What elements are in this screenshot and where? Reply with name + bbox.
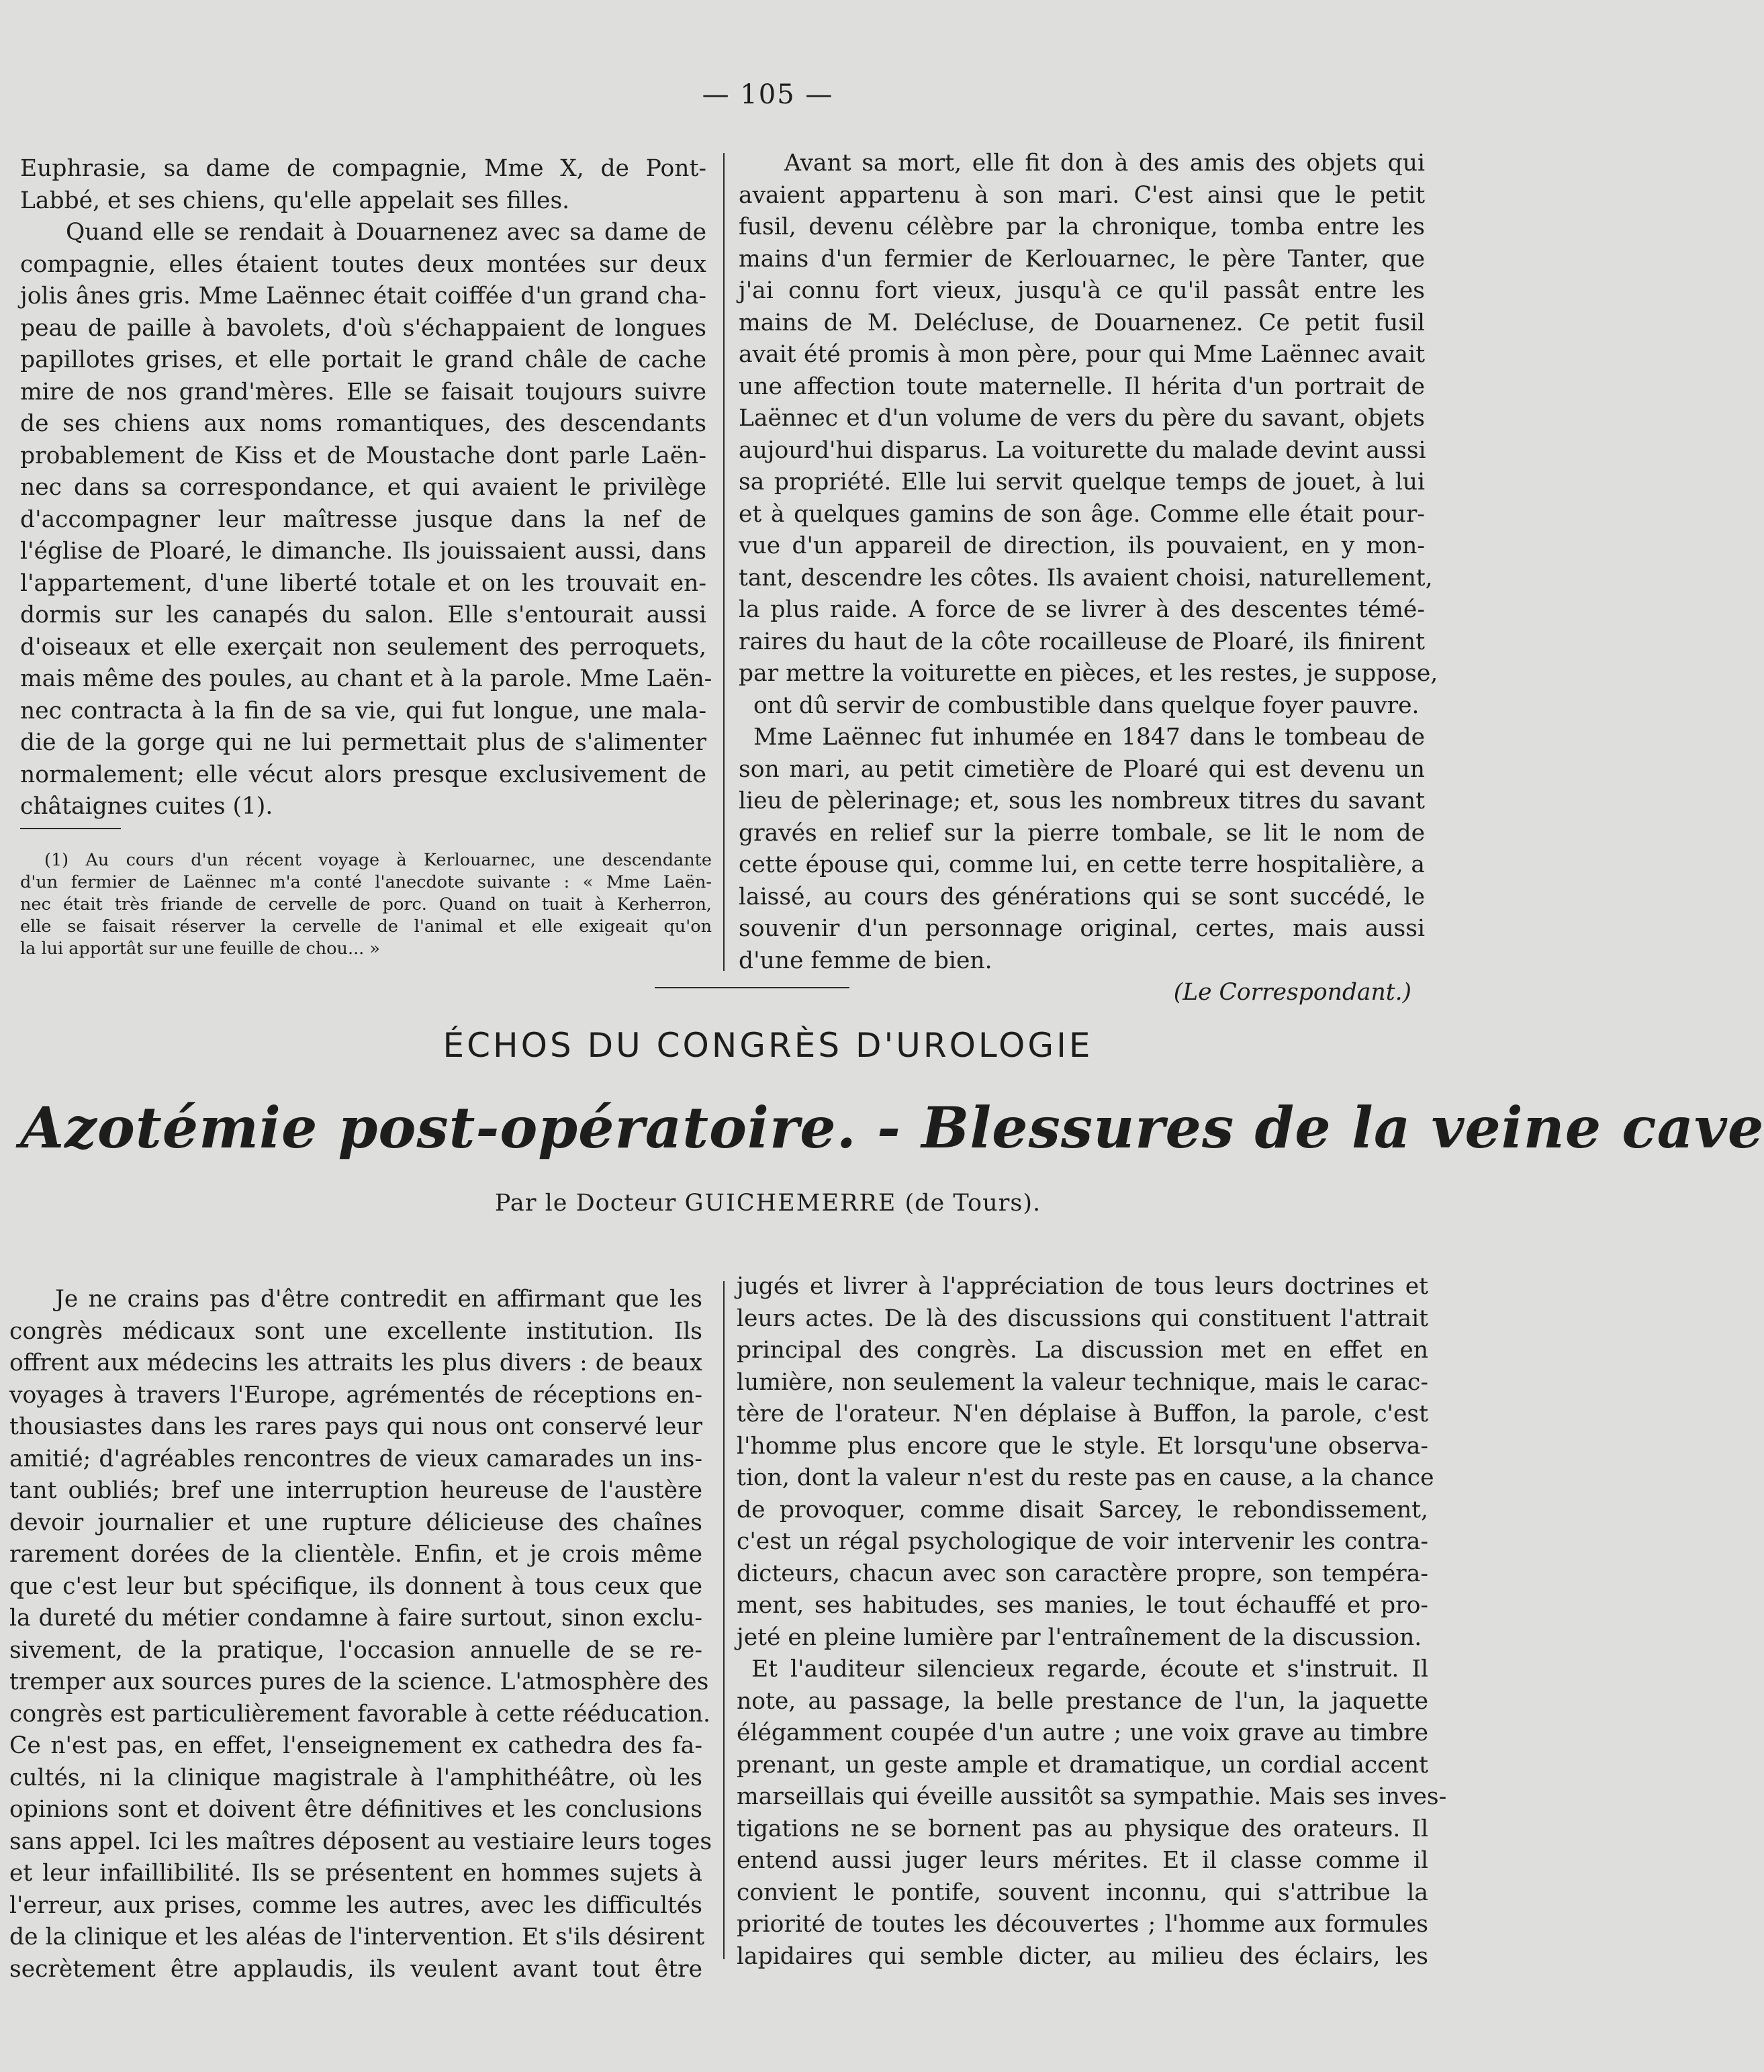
source-attribution: (Le Correspondant.)	[1173, 979, 1411, 1006]
text-line: et leur infaillibilité. Ils se présentent en hommes sujets à	[9, 1860, 702, 1887]
text-line: que c'est leur but spécifique, ils donnent à tous ceux que	[9, 1572, 702, 1600]
text-line: ment, ses habitudes, ses manies, le tout échauffé et pro-	[737, 1592, 1428, 1619]
byline	[0, 1190, 1536, 1217]
text-line: ont dû servir de combustible dans quelque foyer pauvre.	[753, 692, 1420, 719]
text-line: tant oubliés; bref une interruption heureuse de l'austère	[9, 1477, 702, 1504]
text-line: lumière, non seulement la valeur technique, mais le carac-	[737, 1368, 1428, 1396]
column-divider-bottom	[723, 1281, 725, 1959]
text-line: tant, descendre les côtes. Ils avaient choisi, naturellement,	[739, 564, 1433, 592]
section-separator-rule	[655, 987, 849, 988]
text-line: de provoquer, comme disait Sarcey, le rebondissement,	[737, 1496, 1428, 1523]
top-left-column	[20, 153, 712, 823]
text-line: convient le pontife, souvent inconnu, qui s'attribue la	[737, 1879, 1428, 1906]
text-line: tigations ne se bornent pas au physique des orateurs. Il	[737, 1815, 1428, 1842]
footnote-line: elle se faisait réserver la cervelle de l'animal et elle exigeait qu'on	[20, 916, 712, 937]
text-line: tremper aux sources pures de la science. L'atmosphère des	[9, 1668, 709, 1695]
text-line: dicteurs, chacun avec son caractère propre, son tempéra-	[737, 1560, 1428, 1587]
text-line: mains de M. Delécluse, de Douarnenez. Ce petit fusil	[739, 309, 1425, 336]
text-line: de ses chiens aux noms romantiques, des descendants	[20, 410, 706, 437]
text-line: cette épouse qui, comme lui, en cette terre hospitalière, a	[739, 851, 1425, 878]
bottom-left-column	[9, 1284, 712, 1985]
text-line: châtaignes cuites (1).	[20, 793, 273, 820]
text-line: entend aussi juger leurs mérites. Et il classe comme il	[737, 1847, 1428, 1874]
text-line: amitié; d'agréables rencontres de vieux camarades un ins-	[9, 1445, 702, 1472]
text-line: congrès est particulièrement favorable à cette rééducation.	[9, 1700, 711, 1728]
text-line: normalement; elle vécut alors presque exclusivement de	[20, 761, 706, 788]
text-line: probablement de Kiss et de Moustache dont parle Laën-	[20, 442, 706, 469]
text-line: avait été promis à mon père, pour qui Mme Laënnec avait	[739, 341, 1425, 368]
text-line: aujourd'hui disparus. La voiturette du malade devint aussi	[739, 436, 1426, 464]
text-line: d'accompagner leur maîtresse jusque dans la nef de	[20, 506, 706, 533]
text-line: la plus raide. A force de se livrer à des descentes témé-	[739, 596, 1425, 623]
byline-suffix: (de Tours).	[904, 1190, 1041, 1217]
text-line: priorité de toutes les découvertes ; l'homme aux formules	[737, 1911, 1428, 1938]
footnote	[20, 849, 712, 960]
text-line: Euphrasie, sa dame de compagnie, Mme X, de Pont-	[20, 155, 706, 182]
text-line: Labbé, et ses chiens, qu'elle appelait ses filles.	[20, 187, 570, 214]
text-line: tère de l'orateur. N'en déplaise à Buffon, la parole, c'est	[737, 1401, 1428, 1427]
text-line: jugés et livrer à l'appréciation de tous leurs doctrines et	[737, 1273, 1428, 1300]
page-number: — 105 —	[702, 79, 834, 110]
text-line: d'une femme de bien.	[739, 947, 992, 974]
text-line: de la clinique et les aléas de l'intervention. Et s'ils désirent	[9, 1924, 705, 1950]
text-line: avaient appartenu à son mari. C'est ainsi que le petit	[739, 181, 1425, 209]
text-line: élégamment coupée d'un autre ; une voix grave au timbre	[737, 1720, 1428, 1746]
text-line: jeté en pleine lumière par l'entraînement de la discussion.	[737, 1623, 1422, 1651]
text-line: c'est un régal psychologique de voir intervenir les contra-	[737, 1528, 1428, 1555]
footnote-line: la lui apportât sur une feuille de chou... »	[20, 939, 380, 959]
text-line: principal des congrès. La discussion met en effet en	[737, 1337, 1428, 1364]
text-line: jolis ânes gris. Mme Laënnec était coiffée d'un grand cha-	[20, 283, 706, 310]
text-line: raires du haut de la côte rocailleuse de Ploaré, ils finirent	[739, 628, 1425, 655]
text-line: rarement dorées de la clientèle. Enfin, et je crois même	[9, 1541, 702, 1568]
text-line: vue d'un appareil de direction, ils pouvaient, en y mon-	[739, 532, 1425, 559]
footnote-line: d'un fermier de Laënnec m'a conté l'anecdote suivante : « Mme Laën-	[20, 872, 712, 892]
text-line: Je ne crains pas d'être contredit en affirmant que les	[55, 1286, 702, 1313]
byline-prefix: Par le Docteur	[494, 1190, 677, 1217]
section-heading: ÉCHOS DU CONGRÈS D'UROLOGIE	[443, 1026, 1093, 1065]
text-line: leurs actes. De là des discussions qui constituent l'attrait	[737, 1305, 1428, 1332]
text-line: laissé, au cours des générations qui se sont succédé, le	[739, 883, 1425, 910]
text-line: sans appel. Ici les maîtres déposent au vestiaire leurs toges	[9, 1828, 712, 1855]
text-line: offrent aux médecins les attraits les plus divers : de beaux	[9, 1350, 702, 1376]
footnote-line: nec était très friande de cervelle de porc. Quand on tuait à Kerherron,	[20, 894, 712, 914]
text-line: Mme Laënnec fut inhumée en 1847 dans le tombeau de	[753, 724, 1425, 751]
text-line: la dureté du métier condamne à faire surtout, sinon exclu-	[9, 1605, 702, 1632]
text-line: Et l'auditeur silencieux regarde, écoute et s'instruit. Il	[751, 1656, 1428, 1683]
text-line: son mari, au petit cimetière de Ploaré qui est devenu un	[739, 755, 1425, 783]
text-line: j'ai connu fort vieux, jusqu'à ce qu'il passât entre les	[739, 277, 1425, 304]
text-line: prenant, un geste ample et dramatique, un cordial accent	[737, 1751, 1428, 1779]
text-line: note, au passage, la belle prestance de l'un, la jaquette	[737, 1687, 1428, 1715]
footnote-rule	[20, 828, 121, 829]
text-line: Quand elle se rendait à Douarnenez avec sa dame de	[66, 219, 706, 246]
text-line: lapidaires qui semble dicter, au milieu des éclairs, les	[737, 1942, 1428, 1970]
text-line: devoir journalier et une rupture délicieuse des chaînes	[9, 1509, 702, 1536]
footnote-line: (1) Au cours d'un récent voyage à Kerlouarnec, une descendante	[44, 850, 712, 870]
text-line: l'appartement, d'une liberté totale et on les trouvait en-	[20, 569, 706, 597]
text-line: Laënnec et d'un volume de vers du père du savant, objets	[739, 405, 1425, 432]
text-line: secrètement être applaudis, ils veulent avant tout être	[9, 1955, 702, 1983]
text-line: compagnie, elles étaient toutes deux montées sur deux	[20, 250, 706, 278]
text-line: par mettre la voiturette en pièces, et les restes, je suppose,	[739, 660, 1438, 687]
text-line: papillotes grises, et elle portait le grand châle de cache	[20, 346, 706, 373]
text-line: sivement, de la pratique, l'occasion annuelle de se re-	[9, 1636, 702, 1664]
text-line: peau de paille à bavolets, d'où s'échappaient de longues	[20, 314, 706, 342]
text-line: sa propriété. Elle lui servit quelque temps de jouet, à lui	[739, 469, 1425, 496]
text-line: l'église de Ploaré, le dimanche. Ils jouissaient aussi, dans	[20, 538, 706, 565]
text-line: une affection toute maternelle. Il hérita d'un portrait de	[739, 373, 1425, 400]
text-line: cultés, ni la clinique magistrale à l'amphithéâtre, où les	[9, 1764, 702, 1791]
text-line: Avant sa mort, elle fit don à des amis des objets qui	[784, 150, 1425, 177]
text-line: opinions sont et doivent être définitives et les conclusions	[9, 1796, 702, 1823]
text-line: mire de nos grand'mères. Elle se faisait toujours suivre	[20, 378, 706, 406]
text-line: congrès médicaux sont une excellente institution. Ils	[9, 1317, 702, 1345]
text-line: gravés en relief sur la pierre tombale, se lit le nom de	[739, 819, 1425, 847]
text-line: d'oiseaux et elle exerçait non seulement des perroquets,	[20, 633, 706, 661]
text-line: fusil, devenu célèbre par la chronique, tomba entre les	[739, 214, 1425, 240]
text-line: lieu de pèlerinage; et, sous les nombreux titres du savant	[739, 788, 1425, 814]
text-line: l'erreur, aux prises, comme les autres, avec les difficultés	[9, 1891, 702, 1919]
text-line: voyages à travers l'Europe, agrémentés de réceptions en-	[9, 1381, 702, 1409]
text-line: marseillais qui éveille aussitôt sa sympathie. Mais ses inves-	[737, 1783, 1447, 1810]
text-line: mains d'un fermier de Kerlouarnec, le père Tanter, que	[739, 245, 1425, 273]
article-title: Azotémie post-opératoire. - Blessures de la veine cave	[20, 1094, 1764, 1161]
column-divider-top	[723, 153, 725, 971]
bottom-right-column	[737, 1271, 1447, 1973]
text-line: Ce n'est pas, en effet, l'enseignement ex cathedra des fa-	[9, 1732, 702, 1759]
byline-author: GUICHEMERRE	[684, 1190, 897, 1217]
text-line: mais même des poules, au chant et à la parole. Mme Laën-	[20, 665, 712, 692]
text-line: thousiastes dans les rares pays qui nous ont conservé leur	[9, 1413, 702, 1440]
text-line: nec dans sa correspondance, et qui avaient le privilège	[20, 474, 706, 501]
text-line: l'homme plus encore que le style. Et lorsqu'une observa-	[737, 1432, 1428, 1460]
text-line: nec contracta à la fin de sa vie, qui fut longue, une mala-	[20, 697, 706, 724]
text-line: souvenir d'un personnage original, certes, mais aussi	[739, 915, 1425, 942]
text-line: et à quelques gamins de son âge. Comme elle était pour-	[739, 500, 1425, 528]
top-right-column	[739, 148, 1438, 1009]
text-line: die de la gorge qui ne lui permettait plus de s'alimenter	[20, 729, 706, 756]
text-line: tion, dont la valeur n'est du reste pas en cause, a la chance	[737, 1464, 1434, 1491]
text-line: dormis sur les canapés du salon. Elle s'entourait aussi	[20, 602, 706, 628]
